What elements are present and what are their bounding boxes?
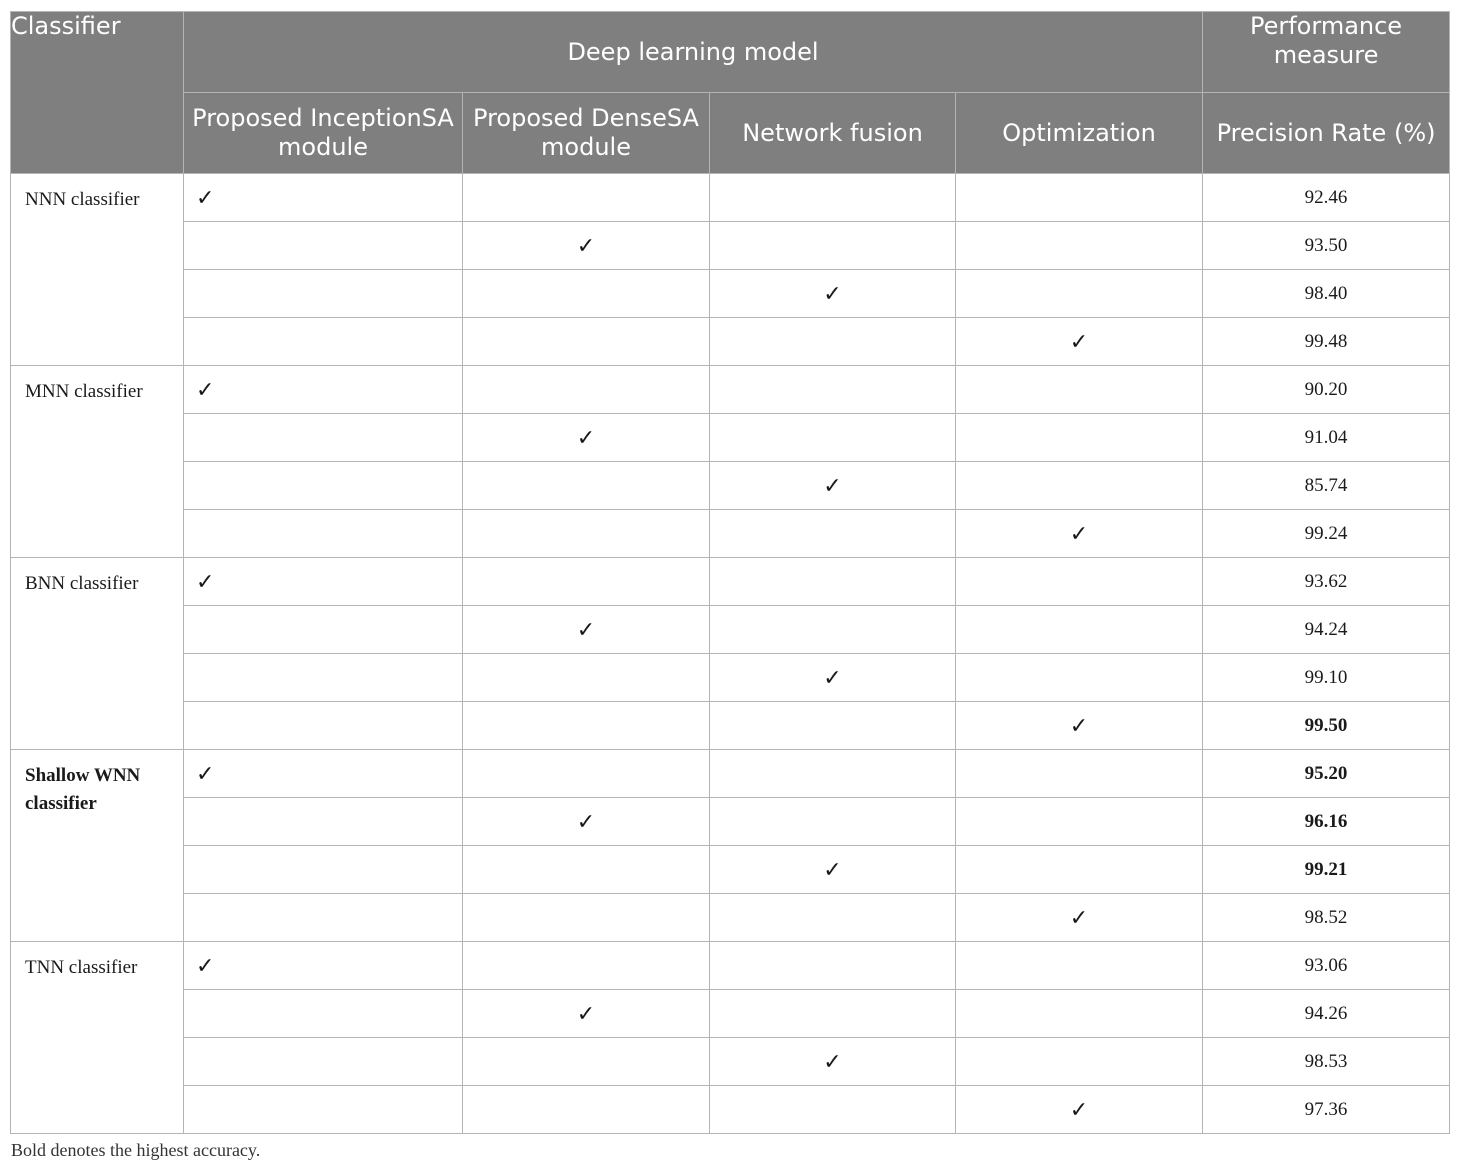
empty-cell bbox=[463, 318, 710, 366]
empty-cell bbox=[184, 318, 463, 366]
table-row bbox=[11, 942, 1450, 990]
empty-cell bbox=[710, 318, 956, 366]
empty-cell bbox=[184, 510, 463, 558]
empty-cell bbox=[956, 414, 1203, 462]
table-row bbox=[11, 222, 1450, 270]
check-mark-icon: ✓ bbox=[184, 750, 463, 798]
empty-cell bbox=[956, 366, 1203, 414]
empty-cell bbox=[184, 606, 463, 654]
precision-value: 97.36 bbox=[1203, 1086, 1450, 1134]
table-row bbox=[11, 318, 1450, 366]
empty-cell bbox=[710, 750, 956, 798]
precision-value: 92.46 bbox=[1203, 174, 1450, 222]
precision-value: 94.26 bbox=[1203, 990, 1450, 1038]
empty-cell bbox=[710, 1086, 956, 1134]
precision-value: 93.06 bbox=[1203, 942, 1450, 990]
table-row bbox=[11, 654, 1450, 702]
empty-cell bbox=[710, 798, 956, 846]
check-mark-icon: ✓ bbox=[184, 174, 463, 222]
empty-cell bbox=[710, 606, 956, 654]
precision-value: 95.20 bbox=[1203, 750, 1450, 798]
check-mark-icon: ✓ bbox=[710, 1038, 956, 1086]
check-mark-icon: ✓ bbox=[710, 270, 956, 318]
empty-cell bbox=[184, 846, 463, 894]
table-row bbox=[11, 558, 1450, 606]
table-row bbox=[11, 894, 1450, 942]
empty-cell bbox=[956, 558, 1203, 606]
header-performance-measure: Performance measure bbox=[1203, 12, 1450, 93]
empty-cell bbox=[956, 942, 1203, 990]
table-row bbox=[11, 750, 1450, 798]
empty-cell bbox=[463, 174, 710, 222]
check-mark-icon: ✓ bbox=[184, 366, 463, 414]
table-row bbox=[11, 270, 1450, 318]
check-mark-icon: ✓ bbox=[956, 510, 1203, 558]
empty-cell bbox=[463, 366, 710, 414]
classifier-name: Shallow WNN classifier bbox=[11, 750, 184, 942]
header-deep-learning-model: Deep learning model bbox=[184, 12, 1203, 93]
empty-cell bbox=[710, 174, 956, 222]
check-mark-icon: ✓ bbox=[463, 606, 710, 654]
empty-cell bbox=[710, 414, 956, 462]
table-row bbox=[11, 366, 1450, 414]
empty-cell bbox=[184, 654, 463, 702]
precision-value: 85.74 bbox=[1203, 462, 1450, 510]
table-row bbox=[11, 846, 1450, 894]
header-network-fusion: Network fusion bbox=[710, 93, 956, 174]
empty-cell bbox=[956, 654, 1203, 702]
precision-value: 96.16 bbox=[1203, 798, 1450, 846]
header-densesa: Proposed DenseSA module bbox=[463, 93, 710, 174]
check-mark-icon: ✓ bbox=[184, 942, 463, 990]
empty-cell bbox=[710, 942, 956, 990]
precision-value: 99.10 bbox=[1203, 654, 1450, 702]
precision-value: 93.62 bbox=[1203, 558, 1450, 606]
table-body bbox=[11, 174, 1450, 1134]
header-row-1 bbox=[11, 12, 1450, 93]
empty-cell bbox=[710, 894, 956, 942]
empty-cell bbox=[956, 606, 1203, 654]
empty-cell bbox=[956, 270, 1203, 318]
table-row bbox=[11, 990, 1450, 1038]
empty-cell bbox=[463, 510, 710, 558]
empty-cell bbox=[956, 174, 1203, 222]
empty-cell bbox=[184, 702, 463, 750]
empty-cell bbox=[956, 846, 1203, 894]
check-mark-icon: ✓ bbox=[463, 798, 710, 846]
empty-cell bbox=[710, 222, 956, 270]
table-row bbox=[11, 510, 1450, 558]
empty-cell bbox=[956, 990, 1203, 1038]
check-mark-icon: ✓ bbox=[184, 558, 463, 606]
check-mark-icon: ✓ bbox=[710, 846, 956, 894]
check-mark-icon: ✓ bbox=[710, 654, 956, 702]
classifier-name: TNN classifier bbox=[11, 942, 184, 1134]
table-row bbox=[11, 606, 1450, 654]
empty-cell bbox=[956, 750, 1203, 798]
classifier-name: NNN classifier bbox=[11, 174, 184, 366]
empty-cell bbox=[463, 270, 710, 318]
empty-cell bbox=[463, 654, 710, 702]
precision-value: 98.52 bbox=[1203, 894, 1450, 942]
header-classifier: Classifier bbox=[11, 12, 184, 174]
classifier-name: MNN classifier bbox=[11, 366, 184, 558]
table-row bbox=[11, 702, 1450, 750]
empty-cell bbox=[463, 894, 710, 942]
empty-cell bbox=[463, 1086, 710, 1134]
empty-cell bbox=[710, 990, 956, 1038]
empty-cell bbox=[710, 558, 956, 606]
empty-cell bbox=[463, 462, 710, 510]
empty-cell bbox=[956, 222, 1203, 270]
check-mark-icon: ✓ bbox=[956, 318, 1203, 366]
table-row bbox=[11, 1038, 1450, 1086]
empty-cell bbox=[710, 366, 956, 414]
precision-value: 98.40 bbox=[1203, 270, 1450, 318]
empty-cell bbox=[956, 798, 1203, 846]
footnote: Bold denotes the highest accuracy. bbox=[11, 1140, 261, 1160]
empty-cell bbox=[184, 990, 463, 1038]
empty-cell bbox=[710, 702, 956, 750]
check-mark-icon: ✓ bbox=[710, 462, 956, 510]
check-mark-icon: ✓ bbox=[956, 894, 1203, 942]
empty-cell bbox=[710, 510, 956, 558]
table-row bbox=[11, 462, 1450, 510]
header-inceptionsa: Proposed InceptionSA module bbox=[184, 93, 463, 174]
check-mark-icon: ✓ bbox=[463, 414, 710, 462]
results-table bbox=[10, 11, 1450, 1134]
empty-cell bbox=[463, 942, 710, 990]
empty-cell bbox=[463, 846, 710, 894]
header-row-2 bbox=[11, 93, 1450, 174]
precision-value: 99.50 bbox=[1203, 702, 1450, 750]
check-mark-icon: ✓ bbox=[463, 990, 710, 1038]
precision-value: 91.04 bbox=[1203, 414, 1450, 462]
precision-value: 93.50 bbox=[1203, 222, 1450, 270]
table-row bbox=[11, 414, 1450, 462]
precision-value: 99.24 bbox=[1203, 510, 1450, 558]
empty-cell bbox=[463, 1038, 710, 1086]
empty-cell bbox=[956, 1038, 1203, 1086]
empty-cell bbox=[463, 558, 710, 606]
check-mark-icon: ✓ bbox=[956, 702, 1203, 750]
empty-cell bbox=[184, 798, 463, 846]
empty-cell bbox=[956, 462, 1203, 510]
empty-cell bbox=[463, 702, 710, 750]
check-mark-icon: ✓ bbox=[956, 1086, 1203, 1134]
empty-cell bbox=[184, 270, 463, 318]
table-row bbox=[11, 1086, 1450, 1134]
empty-cell bbox=[463, 750, 710, 798]
classifier-name: BNN classifier bbox=[11, 558, 184, 750]
precision-value: 90.20 bbox=[1203, 366, 1450, 414]
empty-cell bbox=[184, 222, 463, 270]
precision-value: 99.48 bbox=[1203, 318, 1450, 366]
precision-value: 98.53 bbox=[1203, 1038, 1450, 1086]
table-row bbox=[11, 798, 1450, 846]
empty-cell bbox=[184, 1086, 463, 1134]
empty-cell bbox=[184, 414, 463, 462]
header-optimization: Optimization bbox=[956, 93, 1203, 174]
table-row bbox=[11, 174, 1450, 222]
empty-cell bbox=[184, 894, 463, 942]
precision-value: 99.21 bbox=[1203, 846, 1450, 894]
empty-cell bbox=[184, 1038, 463, 1086]
check-mark-icon: ✓ bbox=[463, 222, 710, 270]
precision-value: 94.24 bbox=[1203, 606, 1450, 654]
header-precision-rate: Precision Rate (%) bbox=[1203, 93, 1450, 174]
empty-cell bbox=[184, 462, 463, 510]
